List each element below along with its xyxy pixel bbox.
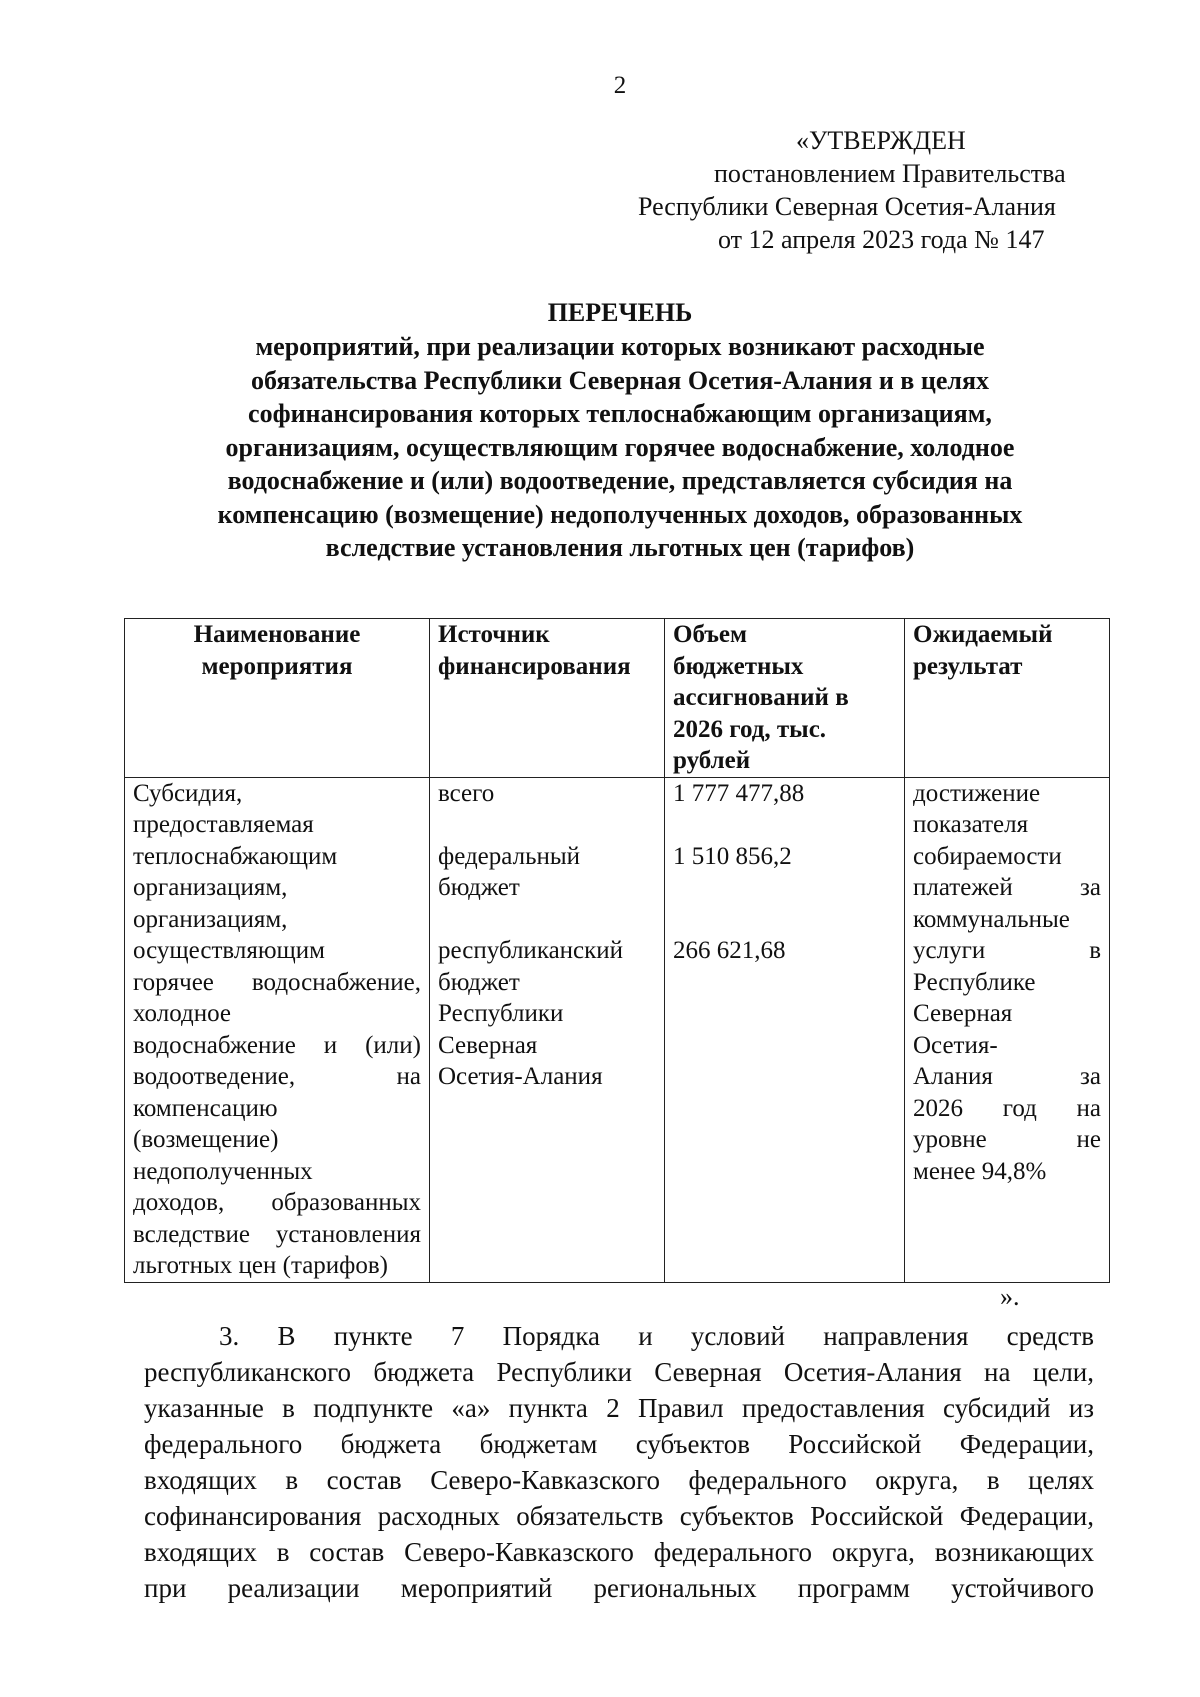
cell-source: всего федеральный бюджет республиканский бюджет Республики Северная Осетия-Алания: [430, 777, 665, 1282]
header-volume: Объем бюджетных ассигнований в 2026 год, тыс. рублей: [665, 619, 905, 778]
source-total: всего: [438, 779, 495, 807]
paragraph-line: 3. В пункте 7 Порядка и условий направления средств: [219, 1321, 1094, 1351]
table-header-row: [125, 619, 1110, 778]
source-federal: федеральный: [438, 842, 581, 870]
approval-line: от 12 апреля 2023 года № 147: [718, 225, 1045, 254]
volume-total: 1 777 477,88: [673, 779, 805, 807]
approval-line: Республики Северная Осетия-Алания: [638, 192, 1056, 221]
body-paragraph: [144, 1318, 1094, 1606]
paragraph-line: федерального бюджета бюджетам субъектов Российской Федерации,: [144, 1429, 1094, 1459]
document-subtitle: [160, 330, 1080, 565]
paragraph-line: республиканского бюджета Республики Северная Осетия-Алания на цели,: [144, 1357, 1094, 1387]
subtitle-line: софинансирования которых теплоснабжающим организациям,: [248, 399, 992, 428]
source-republic: республиканский: [438, 937, 624, 964]
approval-line: «УТВЕРЖДЕН: [796, 126, 966, 155]
table-row: [125, 777, 1110, 1282]
page-number: 2: [613, 72, 627, 99]
header-source: Источник финансирования: [430, 619, 665, 778]
paragraph-line: указанные в подпункте «а» пункта 2 Правил предоставления субсидий из: [144, 1393, 1094, 1423]
subtitle-line: организациям, осуществляющим горячее водоснабжение, холодное: [225, 432, 1015, 462]
paragraph-line: софинансирования расходных обязательств субъектов Российской Федерации,: [144, 1501, 1094, 1531]
closing-quote: ».: [1000, 1282, 1020, 1311]
cell-result: достижение показателя собираемости платежей за коммунальные услуги в Республике Северная Осетия- Алания за 2026 год на уровне не менее 94,8%: [905, 777, 1110, 1282]
cell-volume: [665, 777, 905, 1282]
document-title: ПЕРЕЧЕНЬ: [547, 298, 693, 327]
approval-stamp: [600, 124, 1100, 256]
subtitle-line: компенсацию (возмещение) недополученных доходов, образованных: [217, 499, 1023, 529]
volume-republic: 266 621,68: [673, 937, 786, 964]
subtitle-line: вследствие установления льготных цен (тарифов): [325, 533, 915, 562]
paragraph-line: входящих в состав Северо-Кавказского федерального округа, возникающих: [144, 1537, 1094, 1567]
subtitle-line: обязательства Республики Северная Осетия-Алания и в целях: [250, 365, 990, 395]
cell-measure-name: Субсидия, предоставляемая теплоснабжающим организациям, организациям, осуществляющим горячее водоснабжение, холодное водоснабжение и (или) водоотведение, на компенсацию (возмещение) недополученных доходов, образованных вследствие установления льготных цен (тарифов): [125, 777, 430, 1282]
paragraph-line: входящих в состав Северо-Кавказского федерального округа, в целях: [144, 1465, 1094, 1495]
subtitle-line: мероприятий, при реализации которых возникают расходные: [255, 332, 985, 361]
volume-federal: 1 510 856,2: [673, 842, 792, 870]
approval-line: постановлением Правительства: [714, 159, 1066, 188]
header-result: Ожидаемый результат: [905, 619, 1110, 778]
measures-table: [124, 618, 1110, 1283]
subtitle-line: водоснабжение и (или) водоотведение, представляется субсидия на: [227, 466, 1013, 495]
header-name: Наименование мероприятия: [125, 619, 430, 778]
paragraph-line: при реализации мероприятий региональных программ устойчивого: [144, 1573, 1094, 1603]
